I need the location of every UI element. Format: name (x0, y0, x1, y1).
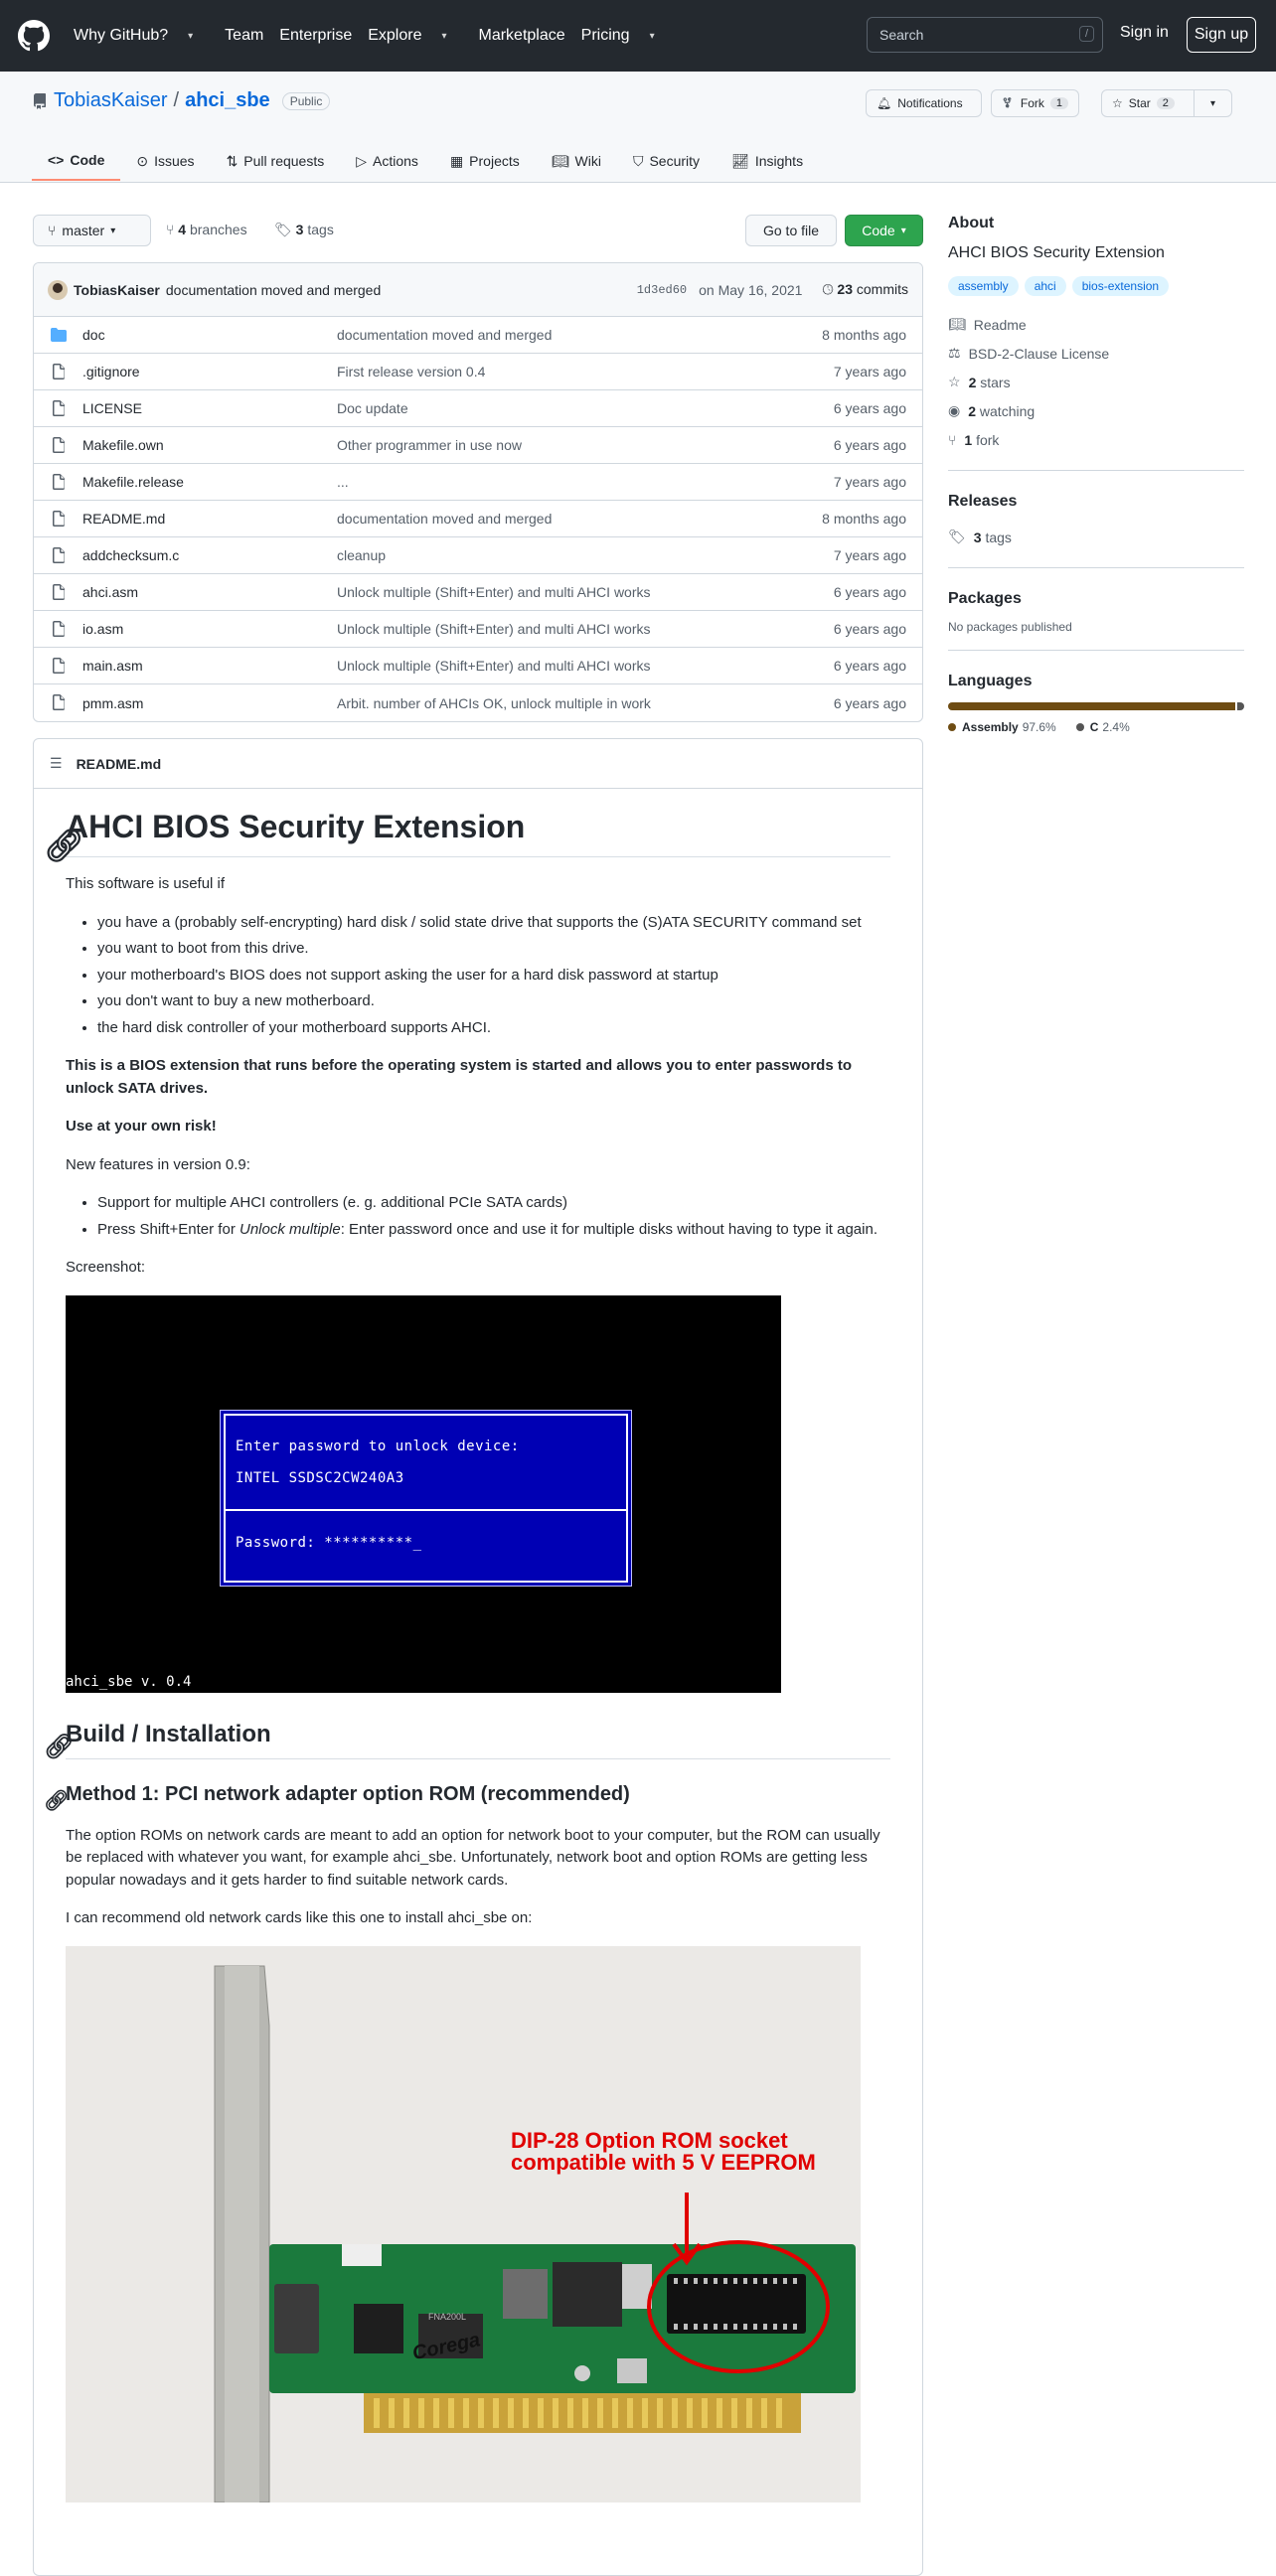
tab-issues[interactable] (120, 141, 210, 181)
tab-label: Insights (754, 153, 804, 169)
file-row[interactable] (34, 648, 922, 684)
file-list (33, 262, 923, 722)
file-name[interactable]: pmm.asm (82, 694, 144, 711)
license-link[interactable] (948, 339, 1244, 368)
nav-label: Explore (368, 27, 422, 44)
packages-title[interactable]: Packages (948, 590, 1022, 607)
shield-icon: ⛉ (632, 152, 644, 169)
file-name[interactable]: io.asm (82, 621, 124, 637)
fork-count: 1 (964, 431, 973, 448)
star-dropdown-button[interactable] (1194, 89, 1232, 117)
book-icon: 📖︎ (948, 316, 966, 332)
fork-icon: ⑂ (948, 431, 957, 448)
tab-label: Actions (373, 153, 418, 169)
file-icon (50, 364, 68, 379)
topic-tag[interactable]: ahci (1025, 276, 1066, 296)
repo-name-link[interactable]: ahci_sbe (185, 89, 270, 111)
chevron-down-icon: ▾ (188, 30, 194, 42)
file-name[interactable]: LICENSE (82, 400, 142, 416)
nav-label: Pricing (580, 27, 630, 44)
nav-team[interactable]: Team (225, 27, 264, 44)
commit-age: 8 months ago (822, 327, 906, 343)
divider (948, 470, 1244, 471)
commit-message-link[interactable]: cleanup (337, 547, 387, 563)
tags-link[interactable] (274, 222, 334, 238)
list-item: • you have a (probably self-encrypting) hard disk / solid state drive that supports the (S)ATA SECURITY command set (97, 912, 890, 935)
tab-label: Wiki (574, 153, 601, 169)
go-to-file-button[interactable]: Go to file (745, 215, 837, 246)
fork-icon (1002, 95, 1015, 111)
list-item: • your motherboard's BIOS does not support asking the user for a hard disk password at startup (97, 965, 890, 987)
repo-description: AHCI BIOS Security Extension (948, 244, 1165, 261)
file-name[interactable]: ahci.asm (82, 584, 139, 600)
repo-header (0, 72, 1276, 183)
screenshot-version: ahci_sbe v. 0.4 (66, 1673, 192, 1690)
code-button-label: Code (862, 223, 895, 238)
forks-link[interactable] (948, 425, 1244, 454)
tags-count: 3 (295, 222, 304, 237)
repo-icon (32, 93, 48, 109)
branches-label: branches (189, 222, 247, 237)
commit-age: 7 years ago (833, 547, 906, 563)
branch-bar (33, 215, 923, 246)
commit-age: 8 months ago (822, 511, 906, 527)
branches-link[interactable] (166, 222, 247, 237)
file-name[interactable]: Makefile.release (82, 474, 184, 490)
network-card-illustration (66, 1946, 861, 2502)
file-row[interactable] (34, 390, 922, 427)
topic-tag[interactable]: bios-extension (1072, 276, 1169, 296)
commit-message-link[interactable]: ... (337, 474, 349, 490)
language-percent: 2.4% (1102, 720, 1130, 734)
commit-date: on May 16, 2021 (699, 281, 803, 298)
bell-icon: 🔔︎ (877, 96, 892, 110)
file-name[interactable]: Makefile.own (82, 437, 164, 453)
file-row[interactable] (34, 501, 922, 537)
list-item: • Support for multiple AHCI controllers (e. g. additional PCIe SATA cards) (97, 1192, 890, 1215)
language-legend-item[interactable] (1076, 720, 1130, 734)
language-legend (948, 720, 1244, 734)
commit-age: 6 years ago (833, 584, 906, 600)
feature-text: Press Shift+Enter for (97, 1220, 239, 1238)
readme-features (66, 1192, 890, 1241)
commits-count: 23 (837, 281, 853, 297)
nav-label: Why GitHub? (74, 27, 169, 44)
fork-count: 1 (1050, 97, 1068, 109)
file-icon (50, 474, 68, 490)
about-title: About (948, 215, 995, 231)
dialog-password: Password: **********_ (236, 1534, 422, 1551)
stars-count: 2 (968, 374, 977, 390)
nav-pricing[interactable] (581, 27, 671, 45)
watching-label: watching (979, 402, 1036, 419)
photo-chip-text: FNA200L (428, 2311, 467, 2322)
tags-count: 3 (973, 529, 982, 545)
topic-list (948, 276, 1244, 296)
visibility-badge: Public (282, 92, 331, 110)
eye-icon: ◉ (948, 402, 961, 418)
repo-separator: / (173, 89, 180, 111)
license-label: BSD-2-Clause License (968, 345, 1110, 362)
tab-insights[interactable] (716, 141, 819, 181)
readme-filename[interactable]: README.md (76, 755, 162, 772)
topic-tag[interactable]: assembly (948, 276, 1019, 296)
tab-wiki[interactable] (536, 141, 617, 181)
language-bar-segment[interactable] (948, 702, 1235, 710)
screenshot-image (66, 1295, 781, 1693)
repo-owner-link[interactable]: TobiasKaiser (54, 89, 168, 111)
link-icon[interactable]: 🔗︎ (44, 1733, 75, 1760)
notifications-label: Notifications (897, 96, 963, 110)
stars-link[interactable] (948, 368, 1244, 396)
language-name: Assembly (962, 720, 1019, 734)
file-row[interactable] (34, 317, 922, 354)
commit-message-link[interactable]: documentation moved and merged (337, 327, 553, 343)
list-icon[interactable]: ☰ (50, 755, 63, 771)
packages-empty: No packages published (948, 620, 1072, 634)
code-button[interactable] (845, 215, 923, 246)
file-icon (50, 694, 68, 710)
commit-message-link[interactable]: Other programmer in use now (337, 437, 522, 453)
book-icon: 📖︎ (551, 152, 569, 169)
repo-tabs (32, 141, 819, 181)
tab-security[interactable] (617, 141, 716, 181)
notifications-button[interactable] (866, 89, 982, 117)
photo-annotation-line: compatible with 5 V EEPROM (511, 2149, 816, 2175)
password-dialog (220, 1410, 632, 1587)
dialog-device: INTEL SSDSC2CW240A3 (236, 1469, 404, 1486)
commit-message-link[interactable]: Arbit. number of AHCIs OK, unlock multiple in work (337, 694, 651, 711)
readme-bullets (66, 912, 890, 1040)
commit-age: 7 years ago (833, 364, 906, 379)
tag-icon: 🏷︎ (274, 222, 292, 237)
tag-icon: 🏷︎ (948, 529, 966, 544)
file-row[interactable] (34, 684, 922, 721)
file-icon (50, 547, 68, 563)
fork-label: Fork (1020, 96, 1044, 110)
pull-request-icon: ⇅ (226, 152, 239, 169)
chevron-down-icon: ▾ (441, 30, 447, 42)
sign-in-link[interactable]: Sign in (1120, 24, 1169, 41)
languages-title: Languages (948, 673, 1033, 689)
file-name[interactable]: doc (82, 327, 105, 343)
file-icon (50, 584, 68, 600)
tab-label: Projects (469, 153, 520, 169)
heading-text: Build / Installation (66, 1720, 271, 1747)
branch-name: master (62, 223, 105, 238)
readme-intro: This software is useful if (66, 875, 226, 892)
readme-paragraph: The option ROMs on network cards are meant to add an option for network boot to your computer, but the ROM can usually be replaced with whatever you want, for example ahci_sbe. Unfortunately, network boot and option ROMs are getting less popular nowadays and it gets harder to find suitable network cards. (66, 1826, 880, 1889)
commit-message-link[interactable]: Unlock multiple (Shift+Enter) and multi AHCI works (337, 621, 651, 637)
fork-label: fork (976, 431, 1000, 448)
commit-message-link[interactable]: First release version 0.4 (337, 364, 486, 379)
watchers-link[interactable] (948, 396, 1244, 425)
chevron-down-icon: ▾ (900, 225, 906, 236)
latest-commit-bar (34, 263, 922, 317)
tab-label: Code (70, 152, 105, 168)
commit-message-link[interactable]: Unlock multiple (Shift+Enter) and multi AHCI works (337, 658, 651, 674)
commit-age: 7 years ago (833, 474, 906, 490)
play-icon: ▷ (356, 152, 368, 169)
releases-title[interactable]: Releases (948, 493, 1018, 510)
photo-annotation (511, 2127, 816, 2175)
commit-age: 6 years ago (833, 400, 906, 416)
tags-link[interactable] (948, 523, 1244, 551)
branches-count: 4 (178, 222, 187, 237)
commits-link[interactable] (822, 281, 908, 298)
history-icon: 🕓︎ (822, 281, 834, 297)
file-icon (50, 511, 68, 527)
github-logo-icon[interactable] (18, 20, 50, 52)
tab-projects[interactable] (434, 141, 536, 181)
readme-link-label: Readme (973, 316, 1027, 333)
file-icon (50, 658, 68, 674)
chevron-down-icon: ▾ (110, 225, 116, 236)
branch-selector[interactable] (33, 215, 151, 246)
commit-hash[interactable]: 1d3ed60 (636, 282, 688, 297)
file-name[interactable]: addchecksum.c (82, 547, 180, 563)
file-icon (50, 400, 68, 416)
tab-code[interactable] (32, 141, 120, 181)
readme-features-intro: New features in version 0.9: (66, 1155, 250, 1173)
photo-annotation-line: DIP-28 Option ROM socket (511, 2127, 788, 2153)
graph-icon: 📈︎ (731, 152, 749, 169)
language-color-dot (948, 723, 956, 731)
watching-count: 2 (968, 402, 977, 419)
sign-up-button[interactable]: Sign up (1187, 17, 1256, 53)
code-icon: <> (48, 152, 65, 168)
file-row[interactable] (34, 574, 922, 611)
tags-label: tags (985, 529, 1012, 545)
readme-box (33, 738, 923, 2576)
star-icon: ☆ (948, 374, 961, 389)
commit-author[interactable]: TobiasKaiser (74, 281, 160, 298)
issue-icon: ⊙ (136, 152, 149, 169)
heading-build (44, 1717, 890, 1760)
star-label: Star (1128, 96, 1151, 110)
commit-message-link[interactable]: Doc update (337, 400, 408, 416)
readme-header (34, 739, 922, 789)
file-name[interactable]: .gitignore (82, 364, 140, 379)
branch-icon: ⑂ (48, 223, 57, 238)
repo-title (32, 89, 330, 112)
language-legend-item[interactable] (948, 720, 1056, 734)
nav-enterprise[interactable]: Enterprise (279, 27, 353, 44)
star-icon: ☆ (1112, 96, 1123, 110)
tab-label: Pull requests (243, 153, 325, 169)
file-icon (50, 437, 68, 453)
file-icon (50, 621, 68, 637)
tab-pull-requests[interactable] (211, 141, 341, 181)
readme-title-text: AHCI BIOS Security Extension (66, 809, 526, 844)
table-icon: ▦ (449, 152, 464, 169)
divider (948, 650, 1244, 651)
readme-link[interactable] (948, 310, 1244, 339)
dialog-prompt: Enter password to unlock device: (236, 1438, 520, 1454)
commit-age: 6 years ago (833, 658, 906, 674)
list-item: • you don't want to buy a new motherboard. (97, 990, 890, 1013)
file-name[interactable]: main.asm (82, 658, 143, 674)
nav-why-github[interactable] (74, 27, 209, 45)
file-name[interactable]: README.md (82, 511, 166, 527)
commit-message-link[interactable]: documentation moved and merged (337, 511, 553, 527)
language-bar (948, 702, 1244, 710)
chevron-down-icon: ▾ (1209, 97, 1216, 109)
language-percent: 97.6% (1022, 720, 1056, 734)
divider (948, 567, 1244, 568)
stars-label: stars (980, 374, 1011, 390)
commits-label: commits (856, 281, 908, 297)
tags-label: tags (307, 222, 334, 237)
language-name: C (1089, 720, 1099, 734)
file-row[interactable] (34, 427, 922, 464)
commit-message[interactable]: documentation moved and merged (165, 281, 382, 298)
file-row[interactable] (34, 354, 922, 390)
list-item (97, 1219, 890, 1242)
tab-actions[interactable] (340, 141, 434, 181)
search-input[interactable] (867, 17, 1103, 53)
list-item: • you want to boot from this drive. (97, 938, 890, 961)
feature-text: : Enter password once and use it for multiple disks without having to type it again. (340, 1220, 877, 1238)
network-card-photo (66, 1946, 861, 2502)
link-icon[interactable]: 🔗︎ (44, 1789, 70, 1812)
avatar[interactable] (48, 280, 68, 300)
search-shortcut-hint: / (1079, 26, 1094, 42)
chevron-down-icon: ▾ (649, 30, 655, 42)
star-button[interactable] (1101, 89, 1195, 117)
link-icon[interactable]: 🔗︎ (44, 828, 84, 863)
site-header (0, 0, 1276, 72)
readme-paragraph: I can recommend old network cards like this one to install ahci_sbe on: (66, 1909, 533, 1926)
file-row[interactable] (34, 611, 922, 648)
readme-risk-warning: Use at your own risk! (66, 1118, 217, 1135)
file-row[interactable] (34, 464, 922, 501)
readme-title (44, 803, 890, 863)
commit-age: 6 years ago (833, 694, 906, 711)
commit-message-link[interactable]: Unlock multiple (Shift+Enter) and multi AHCI works (337, 584, 651, 600)
tab-label: Issues (154, 153, 195, 169)
nav-explore[interactable] (368, 27, 462, 45)
tab-label: Security (649, 153, 701, 169)
feature-emphasis: Unlock multiple (239, 1220, 341, 1238)
photo-brand-text: Corega (410, 2328, 483, 2364)
heading-text: Method 1: PCI network adapter option ROM (recommended) (66, 1782, 630, 1805)
nav-marketplace[interactable]: Marketplace (478, 27, 565, 44)
fork-button[interactable] (991, 89, 1079, 117)
commit-age: 6 years ago (833, 437, 906, 453)
sidebar (948, 215, 1244, 734)
screenshot-label: Screenshot: (66, 1259, 146, 1276)
language-color-dot (1076, 723, 1084, 731)
language-bar-segment[interactable] (1237, 702, 1244, 710)
star-count: 2 (1157, 97, 1175, 109)
branch-icon: ⑂ (166, 222, 175, 237)
file-row[interactable] (34, 537, 922, 574)
header-nav (74, 27, 687, 45)
readme-content (34, 803, 922, 2502)
readme-bold-summary: This is a BIOS extension that runs before the operating system is started and allows you to enter passwords to unlock SATA drives. (66, 1057, 853, 1097)
heading-method1 (44, 1779, 890, 1812)
law-icon: ⚖ (948, 345, 961, 361)
list-item: • the hard disk controller of your motherboard supports AHCI. (97, 1017, 890, 1040)
folder-icon (50, 327, 68, 343)
commit-age: 6 years ago (833, 621, 906, 637)
search-placeholder: Search (879, 27, 924, 43)
